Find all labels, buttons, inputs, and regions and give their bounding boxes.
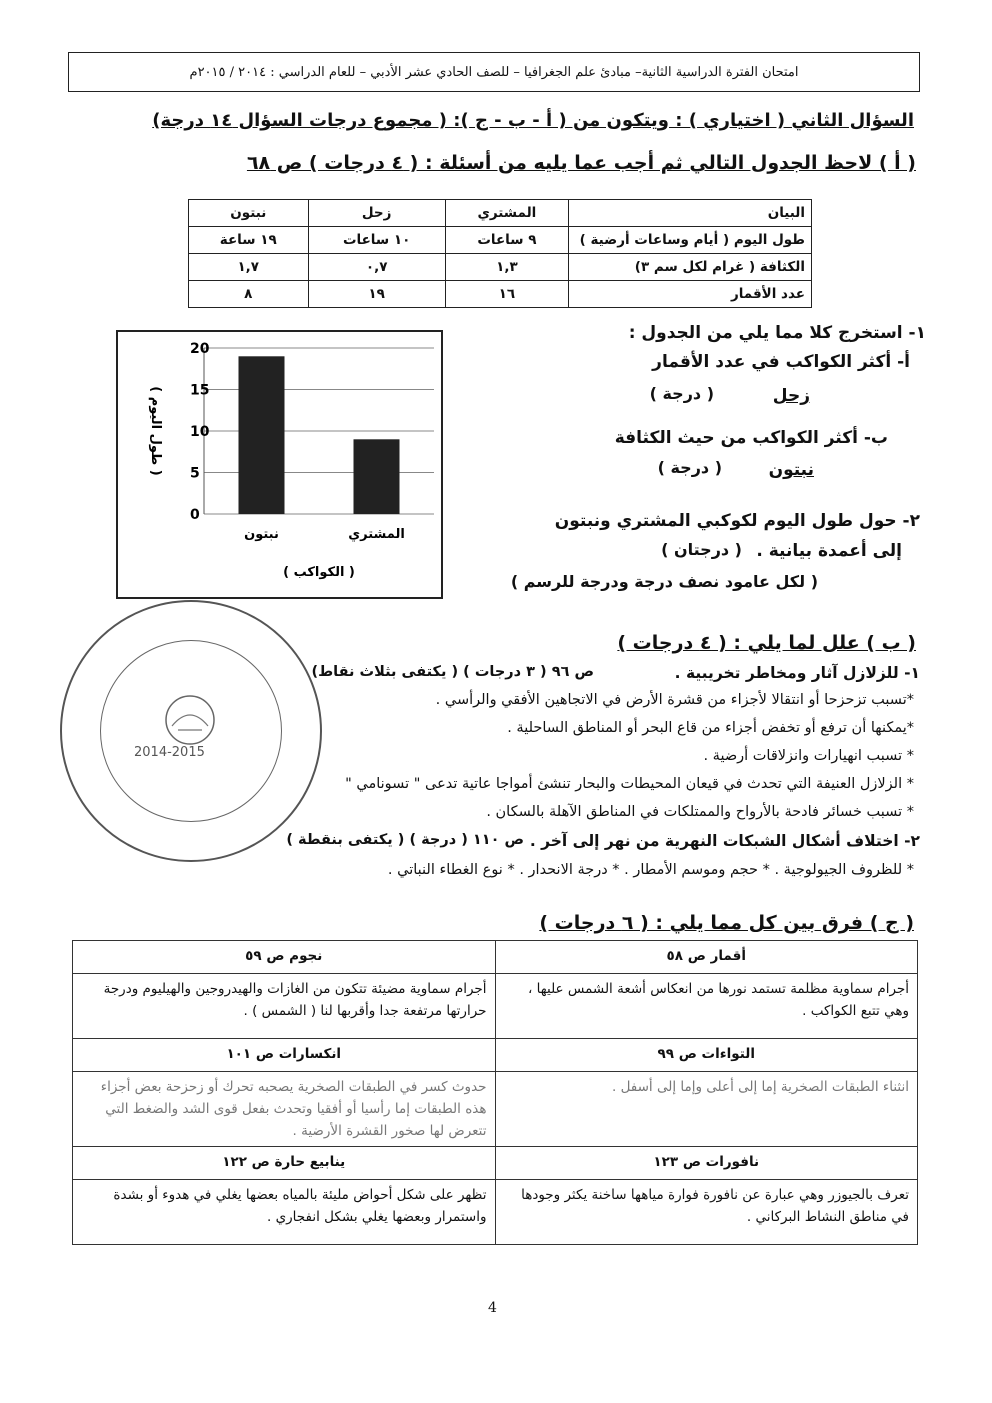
table-row: [73, 974, 918, 1039]
x-tick-label: المشتري: [348, 527, 405, 542]
table-cell: طول اليوم ( أيام وساعات أرضية ): [569, 227, 812, 254]
table-row: [73, 1072, 918, 1147]
bar-chart: [116, 330, 443, 599]
table-cell: ٠,٧: [308, 254, 445, 281]
table-header-cell: ينابيع حارة ص ١٢٢: [73, 1147, 496, 1180]
table-cell: حدوث كسر في الطبقات الصخرية يصحبه تحرك أو زحزحة بعض أجزاء هذه الطبقات إما رأسيا أو أفقيا وتحدث بفعل قوى الشد والضغط التي تتعرض لها صخور القشرة الأرضية .: [73, 1072, 496, 1147]
bar: [354, 439, 400, 514]
table-cell: انثناء الطبقات الصخرية إما إلى أعلى وإما إلى أسفل .: [495, 1072, 918, 1147]
table-row: [189, 281, 812, 308]
table-header-cell: انكسارات ص ١٠١: [73, 1039, 496, 1072]
answer-line: *يمكنها أن ترفع أو تخفض أجزاء من قاع البحر أو المناطق الساحلية .: [507, 720, 914, 736]
table-header-cell: التواءات ص ٩٩: [495, 1039, 918, 1072]
page-number: 4: [488, 1300, 497, 1316]
y-tick-label: 0: [190, 507, 200, 523]
table-cell: أجرام سماوية مظلمة تستمد نورها من انعكاس أشعة الشمس عليها ، وهي تتبع الكواكب .: [495, 974, 918, 1039]
part-c-title: ( ج ) فرق بين كل مما يلي : ( ٦ درجات ): [539, 912, 914, 934]
answer-line: * الزلازل العنيفة التي تحدث في قيعان المحيطات والبحار تنشئ أمواجا عاتية تدعى " تسونامي ": [345, 776, 914, 792]
table-row: [189, 227, 812, 254]
mark-label: ( درجتان ): [661, 540, 742, 559]
emblem-icon: [150, 690, 230, 750]
bar: [239, 356, 285, 514]
part-a-q1a: أ- أكثر الكواكب في عدد الأقمار: [652, 352, 910, 372]
part-b-q2: ٢- اختلاف أشكال الشبكات النهرية من نهر إلى آخر .: [529, 832, 920, 850]
table-cell: ١٦: [445, 281, 568, 308]
part-a-q2: ٢- حول طول اليوم لكوكبي المشتري ونبتون: [554, 511, 920, 531]
table-cell: أجرام سماوية مضيئة تتكون من الغازات والهيدروجين والهيليوم ودرجة حرارتها مرتفعة جدا وأقربها لنا ( الشمس ) .: [73, 974, 496, 1039]
table-header-cell: نبتون: [189, 200, 309, 227]
table-header-cell: المشتري: [445, 200, 568, 227]
part-a-q1b: ب- أكثر الكواكب من حيث الكثافة: [614, 428, 888, 448]
table-row: [73, 1180, 918, 1245]
comparison-table: [72, 940, 918, 1245]
answer-line: *تسبب تزحزحا أو انتقالا لأجزاء من قشرة الأرض في الاتجاهين الأفقي والرأسي .: [435, 692, 914, 708]
table-cell: تظهر على شكل أحواض مليئة بالمياه بعضها يغلي في هدوء أو بشدة واستمرار وبعضها يغلي بشكل انفجاري .: [73, 1180, 496, 1245]
table-cell: ١٠ ساعات: [308, 227, 445, 254]
mark-label: ( درجة ): [657, 458, 722, 477]
exam-header: امتحان الفترة الدراسية الثانية– مبادئ علم الجغرافيا – للصف الحادي عشر الأدبي – للعام الدراسي : ٢٠١٤ / ٢٠١٥م: [68, 52, 920, 92]
part-b-title: ( ب ) علل لما يلي : ( ٤ درجات ): [617, 632, 916, 654]
y-axis-title: ( طول اليوم ): [148, 386, 163, 476]
answer-line: * تسبب انهيارات وانزلاقات أرضية .: [703, 748, 914, 764]
answer-line: * للظروف الجيولوجية . * حجم وموسم الأمطار . * درجة الانحدار . * نوع الغطاء النباتي .: [387, 862, 914, 878]
y-tick-label: 15: [190, 382, 210, 399]
stamp-years: 2014-2015: [134, 745, 205, 760]
x-tick-label: نبتون: [244, 527, 279, 542]
table-cell: ١,٧: [189, 254, 309, 281]
part-a-title: ( أ ) لاحظ الجدول التالي ثم أجب عما يليه من أسئلة : ( ٤ درجات ) ص ٦٨: [246, 152, 916, 174]
table-header-row: [189, 200, 812, 227]
part-b-q1: ١- للزلازل آثار ومخاطر تخريبية .: [674, 664, 920, 682]
table-row: [189, 254, 812, 281]
question-title: السؤال الثاني ( اختياري ) : ويتكون من ( أ - ب - ج ): ( مجموع درجات السؤال ١٤ درجة): [152, 110, 914, 131]
table-header-row: [73, 1039, 918, 1072]
table-header-row: [73, 1147, 918, 1180]
part-a-q2-line2: إلى أعمدة بيانية .: [756, 541, 902, 561]
mark-label: ( درجة ): [649, 384, 714, 403]
table-cell: ٨: [189, 281, 309, 308]
table-header-row: [73, 941, 918, 974]
answer-line: * تسبب خسائر فادحة بالأرواح والممتلكات في المناطق الآهلة بالسكان .: [486, 804, 914, 820]
table-cell: الكثافة ( غرام لكل سم ٣): [569, 254, 812, 281]
planets-table: [188, 199, 812, 308]
part-a-q1: ١- استخرج كلا مما يلي من الجدول :: [628, 323, 926, 343]
table-cell: ١,٣: [445, 254, 568, 281]
part-b-q1-ref: ص ٩٦ ( ٣ درجات ) ( يكتفى بثلاث نقاط): [311, 664, 594, 680]
table-header-cell: أقمار ص ٥٨: [495, 941, 918, 974]
answer-neptune: نبتون: [768, 460, 814, 480]
table-cell: ١٩: [308, 281, 445, 308]
table-header-cell: زحل: [308, 200, 445, 227]
table-cell: ١٩ ساعة: [189, 227, 309, 254]
table-header-cell: البيان: [569, 200, 812, 227]
answer-saturn: زحل: [772, 386, 810, 406]
table-cell: ٩ ساعات: [445, 227, 568, 254]
y-tick-label: 10: [190, 424, 210, 440]
table-cell: تعرف بالجيوزر وهي عبارة عن نافورة فوارة مياهها ساخنة يكثر وجودها في مناطق النشاط البركاني .: [495, 1180, 918, 1245]
bar-chart-svg: [118, 332, 441, 597]
part-a-q2-note: ( لكل عامود نصف درجة ودرجة للرسم ): [510, 572, 818, 591]
part-b-q2-ref: ص ١١٠ ( درجة ) ( يكتفى بنقطة ): [286, 832, 524, 848]
y-tick-label: 20: [190, 341, 210, 357]
table-header-cell: نافورات ص ١٢٣: [495, 1147, 918, 1180]
table-cell: عدد الأقمار: [569, 281, 812, 308]
table-header-cell: نجوم ص ٥٩: [73, 941, 496, 974]
x-axis-title: ( الكواكب ): [283, 565, 355, 580]
y-tick-label: 5: [190, 465, 200, 482]
